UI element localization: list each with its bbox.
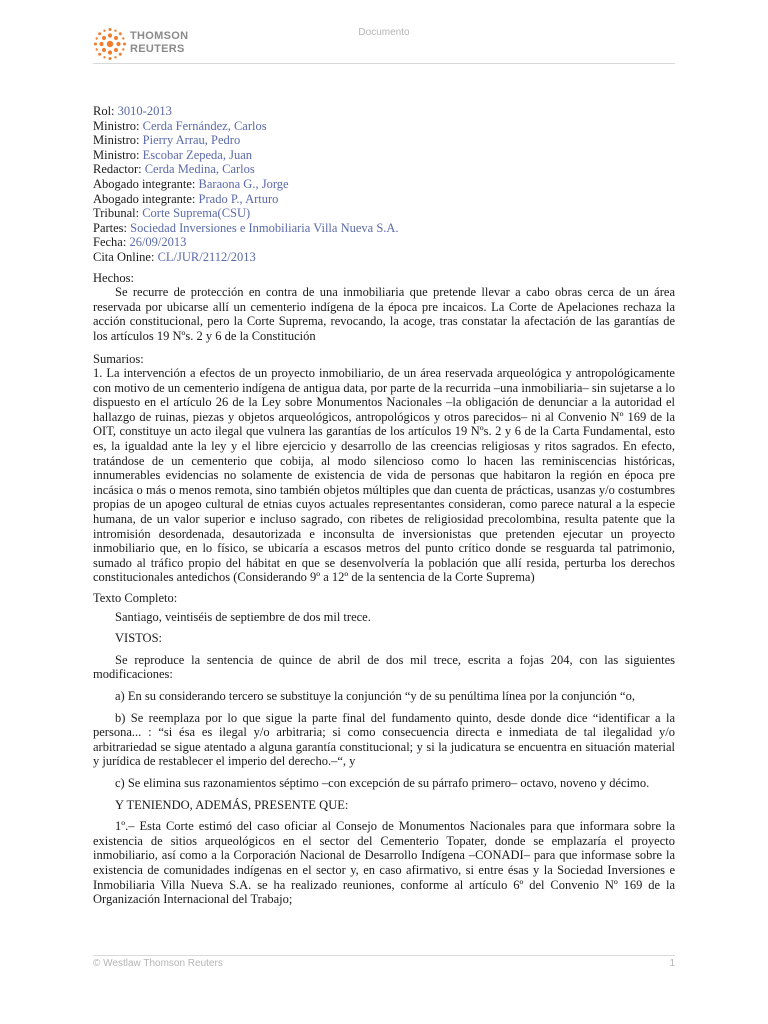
header-divider xyxy=(93,63,675,64)
texto-paragraph: c) Se elimina sus razonamientos séptimo –con excepción de su párrafo primero– octavo, noveno y décimo. xyxy=(115,775,650,790)
texto-paragraph: Se reproduce la sentencia de quince de abril de dos mil trece, escrita a fojas 204, con las siguientes modificaciones: xyxy=(93,652,675,682)
meta-row-ministro-1 xyxy=(93,119,675,134)
meta-label: Partes: xyxy=(93,220,128,235)
meta-link-ministro-3[interactable]: Escobar Zepeda, Juan xyxy=(142,147,252,162)
meta-label: Abogado integrante: xyxy=(93,191,196,206)
texto-paragraph: Santiago, veintiséis de septiembre de dos mil trece. xyxy=(115,609,371,624)
logo-line-2: REUTERS xyxy=(130,43,185,55)
meta-label: Ministro: xyxy=(93,147,140,162)
meta-label: Ministro: xyxy=(93,118,140,133)
footer-divider xyxy=(93,955,675,956)
meta-link-abogado-2[interactable]: Prado P., Arturo xyxy=(198,191,279,206)
footer-copyright: © Westlaw Thomson Reuters xyxy=(93,958,223,969)
document-label: Documento xyxy=(358,27,410,38)
meta-row-cita-online xyxy=(93,250,675,265)
meta-row-abogado-1 xyxy=(93,177,675,192)
meta-link-abogado-1[interactable]: Baraona G., Jorge xyxy=(198,176,289,191)
logo-line-1: THOMSON xyxy=(130,30,189,42)
hechos-heading: Hechos: xyxy=(93,270,134,285)
meta-link-tribunal[interactable]: Corte Suprema(CSU) xyxy=(142,206,251,221)
meta-row-partes xyxy=(93,221,675,236)
meta-label: Cita Online: xyxy=(93,249,155,264)
meta-link-redactor[interactable]: Cerda Medina, Carlos xyxy=(144,162,255,177)
texto-completo-heading: Texto Completo: xyxy=(93,591,178,605)
meta-label: Fecha: xyxy=(93,235,127,250)
meta-link-cita-online[interactable]: CL/JUR/2112/2013 xyxy=(157,249,256,264)
meta-label: Rol: xyxy=(93,104,115,118)
texto-paragraph: VISTOS: xyxy=(115,631,163,646)
sumarios-paragraph: 1. La intervención a efectos de un proyecto inmobiliario, de un área reservada arqueológica y antropológicamente con motivo de un cementerio indígena de antigua data, por parte de la recurrida –una inmobiliaria– sin sujetarse a lo dispuesto en el artículo 26 de la Ley sobre Monumentos Nacionales –la obligación de denunciar a la autoridad el hallazgo de ruinas, piezas y objetos arqueológicos, antropológicos y otros parecidos– ni al Convenio Nº 169 de la OIT, constituye un acto ilegal que vulnera las garantías de los artículos 19 Nºs. 2 y 6 de la Carta Fundamental, esto es, la igualdad ante la ley y el libre ejercicio y desarrollo de las creencias religiosas y ritos sagrados. En efecto, tratándose de un cementerio que cobija, al modo silencioso como lo hacen las reminiscencias históricas, innumerables evidencias no solamente de existencia de vida de personas que habitaron la región en época pre incásica o más o menos remota, sino también objetos múltiples que dan cuenta de prácticas, usanzas y/o costumbres propias de un apogeo cultural de etnias cuyos actuales representantes consideran, como parece natural a la especie humana, de un valor superior e incluso sagrado, con ribetes de religiosidad precolombina, resulta patente que la intromisión desordenada, desautorizada e inconsulta de inversionistas que pretenden ejecutar un proyecto inmobiliario que, en lo físico, se ubicaría a escasos metros del punto crítico donde se resguarda tal patrimonio, sumado al tráfico propio del hábitat en que se desenvolvería la población que allí resida, perturba los derechos constitucionales antedichos (Considerando 9º a 12º de la sentencia de la Corte Suprema) xyxy=(93,366,675,585)
meta-row-rol xyxy=(93,104,675,119)
document-body xyxy=(93,104,675,907)
meta-link-fecha[interactable]: 26/09/2013 xyxy=(129,235,187,250)
meta-link-rol[interactable]: 3010-2013 xyxy=(117,104,172,118)
meta-label: Redactor: xyxy=(93,162,142,177)
meta-label: Tribunal: xyxy=(93,206,140,221)
texto-paragraph: b) Se reemplaza por lo que sigue la parte final del fundamento quinto, desde donde dice “identificar a la persona... : “si ésa es ilegal y/o arbitraria; si como consecuencia directa e inmediata de tal ilegalidad y/o arbitrariedad se sigue atentado a alguna garantía constitucional; y si la judicatura se encuentra en situación material y jurídica de restablecer el imperio del derecho.–“, y xyxy=(93,710,675,769)
meta-row-ministro-3 xyxy=(93,148,675,163)
texto-paragraph: Y TENIENDO, ADEMÁS, PRESENTE QUE: xyxy=(115,797,349,812)
meta-label: Ministro: xyxy=(93,133,140,148)
meta-row-redactor xyxy=(93,162,675,177)
texto-paragraph: 1º.– Esta Corte estimó del caso oficiar al Consejo de Monumentos Nacionales para que informara sobre la existencia de sitios arqueológicos en el sector del Cementerio Topater, donde se emplazaría el proyecto inmobiliario, así como a la Corporación Nacional de Desarrollo Indígena –CONADI– para que informase sobre la existencia de comunidades indígenas en el sector y, en caso afirmativo, si entre ésas y la Sociedad Inversiones e Inmobiliaria Villa Nueva S.A. se ha realizado reuniones, conforme al artículo 6º del Convenio Nº 169 de la Organización Internacional del Trabajo; xyxy=(93,819,675,907)
meta-link-partes[interactable]: Sociedad Inversiones e Inmobiliaria Villa Nueva S.A. xyxy=(130,220,399,235)
meta-row-ministro-2 xyxy=(93,133,675,148)
texto-paragraph: a) En su considerando tercero se substituye la conjunción “y de su penúltima línea por la conjunción “o, xyxy=(115,688,635,703)
meta-label: Abogado integrante: xyxy=(93,176,196,191)
hechos-paragraph: Se recurre de protección en contra de una inmobiliaria que pretende llevar a cabo obras cerca de un área reservada por ubicarse allí un cementerio indígena de la época pre incaicos. La Corte de Apelaciones rechaza la acción constitucional, pero la Corte Suprema, revocando, la acoge, tras constatar la afectación de las garantías de los artículos 19 Nºs. 2 y 6 de la Constitución xyxy=(93,285,675,343)
meta-row-abogado-2 xyxy=(93,192,675,207)
meta-row-tribunal xyxy=(93,206,675,221)
sumarios-heading: Sumarios: xyxy=(93,351,144,366)
metadata-block xyxy=(93,104,675,265)
meta-row-fecha xyxy=(93,235,675,250)
meta-link-ministro-1[interactable]: Cerda Fernández, Carlos xyxy=(142,118,267,133)
page-number: 1 xyxy=(669,958,675,969)
meta-link-ministro-2[interactable]: Pierry Arrau, Pedro xyxy=(142,133,241,148)
